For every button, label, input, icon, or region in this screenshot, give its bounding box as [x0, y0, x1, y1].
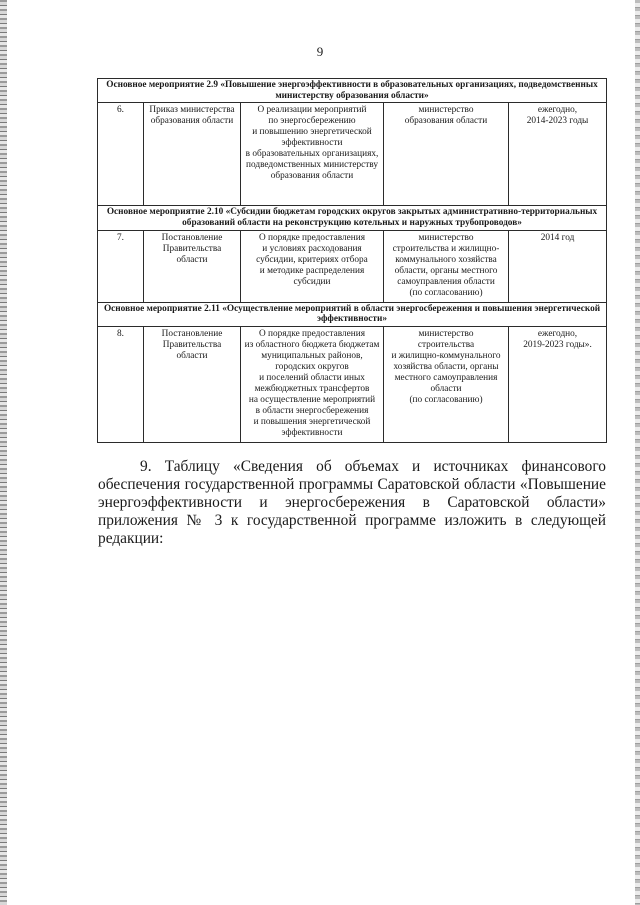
row-number: 8.	[98, 326, 144, 442]
row-content: О порядке предоставления из областного бюджета бюджетам муниципальных районов, городских округов и поселений области иных межбюджетных трансфертов на осуществление мероприятий в области энергосбережения и повышения энергетической эффективности	[241, 326, 384, 442]
row-term: ежегодно, 2014-2023 годы	[509, 103, 607, 206]
section-heading: Основное мероприятие 2.11 «Осуществление мероприятий в области энергосбережения и повышения энергетической эффективности»	[98, 302, 607, 326]
section-heading-row	[98, 206, 607, 230]
scan-edge-left	[0, 0, 7, 905]
row-document-type: Постановление Правительства области	[144, 326, 241, 442]
section-heading: Основное мероприятие 2.10 «Субсидии бюджетам городских округов закрытых административно-территориальных образований области на реконструкцию котельных и наружных трубопроводов»	[98, 206, 607, 230]
table-row	[98, 230, 607, 302]
scan-edge-right	[635, 0, 640, 905]
page-number: 9	[316, 44, 324, 59]
row-term: 2014 год	[509, 230, 607, 302]
section-heading: Основное мероприятие 2.9 «Повышение энергоэффективности в образовательных организациях, подведомственных министерству образования области»	[98, 79, 607, 103]
row-content: О реализации мероприятий по энергосбережению и повышению энергетической эффективности в образовательных организациях, подведомственных министерству образования области	[241, 103, 384, 206]
section-heading-row	[98, 79, 607, 103]
table-row	[98, 326, 607, 442]
measures-table	[97, 78, 607, 443]
row-content: О порядке предоставления и условиях расходования субсидии, критериях отбора и методике распределения субсидии	[241, 230, 384, 302]
table-row	[98, 103, 607, 206]
row-executor: министерство строительства и жилищно-коммунального хозяйства области, органы местного самоуправления области (по согласованию)	[384, 230, 509, 302]
row-executor: министерство строительства и жилищно-коммунального хозяйства области, органы местного самоуправления области (по согласованию)	[384, 326, 509, 442]
body-paragraph: 9. Таблицу «Сведения об объемах и источниках финансового обеспечения государственной программы Саратовской области «Повышение энергоэффективности и энергосбережения в Саратовской области» приложения № 3 к государственной программе изложить в следующей редакции:	[98, 458, 606, 547]
row-document-type: Постановление Правительства области	[144, 230, 241, 302]
row-term: ежегодно, 2019-2023 годы».	[509, 326, 607, 442]
row-document-type: Приказ министерства образования области	[144, 103, 241, 206]
row-executor: министерство образования области	[384, 103, 509, 206]
section-heading-row	[98, 302, 607, 326]
row-number: 7.	[98, 230, 144, 302]
row-number: 6.	[98, 103, 144, 206]
